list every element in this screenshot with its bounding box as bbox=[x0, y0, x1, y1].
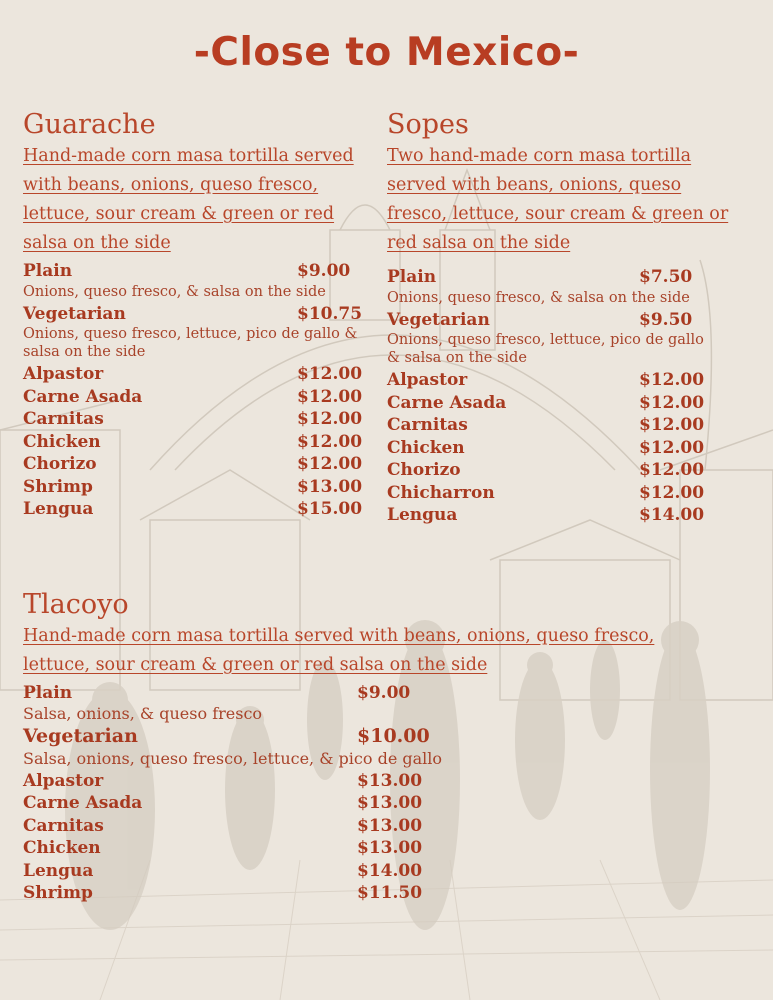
item-price: $7.50 bbox=[639, 267, 693, 287]
tlacoyo-heading: Tlacoyo bbox=[23, 589, 129, 620]
item-name: Shrimp bbox=[23, 476, 93, 497]
tlacoyo-section bbox=[23, 588, 743, 905]
menu-item bbox=[23, 453, 368, 476]
menu-item bbox=[23, 815, 743, 838]
menu-item bbox=[23, 408, 368, 431]
item-name: Vegetarian bbox=[23, 303, 126, 324]
item-price: $14.00 bbox=[357, 860, 423, 881]
item-note: Onions, queso fresco, lettuce, pico de gallo & salsa on the side bbox=[23, 326, 358, 360]
item-price: $12.00 bbox=[297, 409, 363, 429]
item-name: Chicken bbox=[23, 838, 101, 858]
menu-item bbox=[23, 860, 743, 883]
menu-item bbox=[23, 498, 368, 521]
menu-item bbox=[23, 792, 743, 815]
item-name: Lengua bbox=[387, 505, 458, 525]
item-price: $13.00 bbox=[297, 476, 363, 497]
item-price: $14.00 bbox=[639, 505, 705, 525]
item-price: $15.00 bbox=[297, 499, 363, 519]
sopes-description: Two hand-made corn masa tortilla served with beans, onions, queso fresco, lettuce, sour cream & green or red salsa on the side bbox=[387, 146, 729, 253]
menu-item bbox=[23, 476, 368, 499]
menu-item bbox=[387, 437, 737, 460]
item-name: Chicken bbox=[23, 431, 101, 452]
item-price: $9.00 bbox=[297, 261, 351, 281]
guarache-section bbox=[23, 108, 368, 521]
item-price: $13.00 bbox=[357, 815, 423, 836]
item-name: Chicharron bbox=[387, 482, 495, 503]
item-price: $12.00 bbox=[297, 454, 363, 474]
item-name: Alpastor bbox=[387, 370, 468, 390]
item-price: $12.00 bbox=[639, 392, 705, 413]
item-price: $12.00 bbox=[297, 431, 363, 452]
menu-item bbox=[387, 392, 737, 415]
item-name: Plain bbox=[23, 261, 73, 281]
guarache-heading: Guarache bbox=[23, 109, 156, 140]
menu-item bbox=[387, 369, 737, 392]
item-price: $13.00 bbox=[357, 770, 423, 791]
item-price: $10.75 bbox=[297, 303, 363, 324]
item-note: Onions, queso fresco, & salsa on the side bbox=[23, 283, 326, 300]
item-name: Carne Asada bbox=[23, 386, 143, 407]
sopes-section bbox=[387, 108, 737, 527]
item-note: Onions, queso fresco, lettuce, pico de gallo & salsa on the side bbox=[387, 332, 704, 366]
item-price: $11.50 bbox=[357, 883, 423, 903]
item-price: $10.00 bbox=[357, 724, 430, 747]
item-name: Carnitas bbox=[387, 415, 468, 435]
item-note: Salsa, onions, & queso fresco bbox=[23, 703, 263, 723]
menu-item bbox=[23, 682, 743, 705]
menu-title: -Close to Mexico- bbox=[193, 30, 580, 75]
item-name: Shrimp bbox=[23, 883, 93, 903]
item-price: $13.00 bbox=[357, 793, 423, 813]
item-name: Chorizo bbox=[387, 460, 461, 480]
menu-item bbox=[387, 414, 737, 437]
item-price: $12.00 bbox=[639, 437, 705, 458]
menu-item bbox=[387, 482, 737, 505]
item-name: Plain bbox=[23, 683, 73, 703]
menu-item bbox=[23, 882, 743, 905]
menu-item bbox=[23, 386, 368, 409]
item-name: Plain bbox=[387, 267, 437, 287]
menu-item bbox=[23, 303, 368, 326]
item-price: $12.00 bbox=[639, 415, 705, 435]
item-price: $12.00 bbox=[639, 460, 705, 480]
item-name: Lengua bbox=[23, 860, 94, 881]
item-price: $12.00 bbox=[297, 386, 363, 407]
item-name: Carnitas bbox=[23, 815, 104, 836]
item-name: Carnitas bbox=[23, 409, 104, 429]
item-name: Carne Asada bbox=[23, 793, 143, 813]
item-price: $12.00 bbox=[639, 482, 705, 503]
item-name: Vegetarian bbox=[23, 724, 138, 747]
item-price: $12.00 bbox=[297, 364, 363, 384]
item-price: $9.50 bbox=[639, 309, 693, 330]
menu-item bbox=[23, 431, 368, 454]
item-price: $12.00 bbox=[639, 370, 705, 390]
menu-item bbox=[387, 266, 737, 289]
sopes-heading: Sopes bbox=[387, 109, 469, 140]
tlacoyo-description: Hand-made corn masa tortilla served with beans, onions, queso fresco, lettuce, sour cream & green or red salsa on the side bbox=[23, 626, 655, 675]
menu-item bbox=[23, 770, 743, 793]
menu-item bbox=[23, 837, 743, 860]
item-name: Carne Asada bbox=[387, 392, 507, 413]
item-price: $13.00 bbox=[357, 838, 423, 858]
guarache-description: Hand-made corn masa tortilla served with beans, onions, queso fresco, lettuce, sour cream & green or red salsa on the side bbox=[23, 146, 354, 253]
item-note: Onions, queso fresco, & salsa on the side bbox=[387, 289, 690, 306]
item-name: Lengua bbox=[23, 499, 94, 519]
menu-item bbox=[387, 309, 737, 332]
item-name: Alpastor bbox=[23, 770, 104, 791]
menu-item bbox=[23, 363, 368, 386]
menu-item bbox=[23, 260, 368, 283]
menu-item bbox=[387, 459, 737, 482]
menu-item bbox=[387, 504, 737, 527]
item-name: Chicken bbox=[387, 437, 465, 458]
item-name: Vegetarian bbox=[387, 309, 490, 330]
item-name: Chorizo bbox=[23, 454, 97, 474]
item-price: $9.00 bbox=[357, 683, 411, 703]
item-note: Salsa, onions, queso fresco, lettuce, & pico de gallo bbox=[23, 748, 443, 768]
item-name: Alpastor bbox=[23, 364, 104, 384]
menu-item bbox=[23, 725, 743, 750]
